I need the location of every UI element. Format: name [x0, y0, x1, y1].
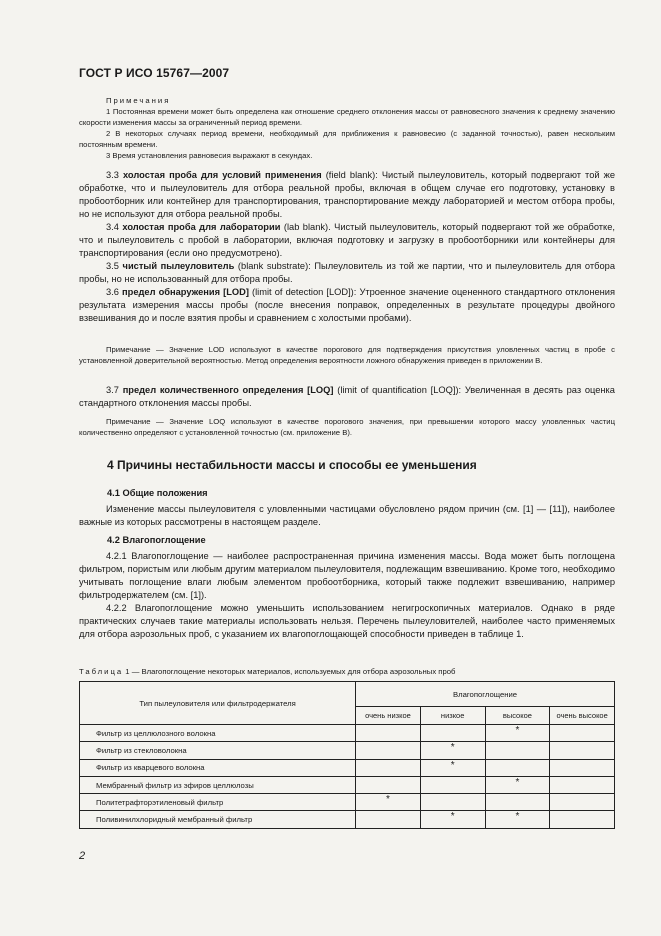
- table-row: Фильтр из кварцевого волокна *: [80, 759, 615, 776]
- table-row: Фильтр из целлюлозного волокна *: [80, 725, 615, 742]
- definitions-block: [79, 169, 615, 325]
- column-header-type: Тип пылеуловителя или фильтродержателя: [80, 682, 356, 725]
- definition-3-5: 3.5 чистый пылеуловитель (blank substrate): Пылеуловитель из той же партии, что и пылеуловитель для отбора пробы, но не использованный для отбора пробы.: [79, 261, 615, 284]
- section-4-heading: 4 Причины нестабильности массы и способы ее уменьшения: [107, 458, 477, 472]
- moisture-table: [79, 681, 615, 829]
- document-header: ГОСТ Р ИСО 15767—2007: [79, 66, 230, 80]
- notes-block: [79, 95, 615, 161]
- subheader-low: низкое: [420, 707, 485, 725]
- note-lod: Примечание — Значение LOD используют в качестве порогового для подтверждения присутствия уловленных частиц в пробе с установленной доверительной вероятностью. Метод определения вероятности ложного обнаружения приведен в приложении В.: [79, 345, 615, 365]
- table-caption: Таблица 1 — Влагопоглощение некоторых материалов, используемых для отбора аэрозольных проб: [79, 667, 456, 676]
- definition-3-7: 3.7 предел количественного определения [LOQ] (limit of quantification [LOQ]): Увеличенная в десять раз оценка стандартного отклонения массы пробы.: [79, 385, 615, 408]
- table-row: Фильтр из стекловолокна *: [80, 742, 615, 759]
- note-1: 1 Постоянная времени может быть определена как отношение среднего отклонения массы от равновесного значения к среднему значению скорости изменения массы за ограниченный период времени.: [79, 107, 615, 127]
- definition-3-3: 3.3 холостая проба для условий применения (field blank): Чистый пылеуловитель, который подвергают той же обработке, что и пылеуловитель для отбора реальной пробы, включая в общем случае его подготовку, установку в пробоотборник или контейнер для транспортирования, транспортирование между лабораторией и местом отбора пробы, но не используют для отбора реальной пробы.: [79, 170, 615, 219]
- para-4-2-1: 4.2.1 Влагопоглощение — наиболее распространенная причина изменения массы. Вода может быть поглощена фильтром, пористым или любым другим материалом пылеуловителя, подлежащим взвешиванию. Кроме того, необходимо учитывать поглощение влаги любым элементом пробоотборника, который также подлежит взвешиванию, например фильтродержателем (см. [1]).: [79, 551, 615, 600]
- notes-title: Примечания: [106, 96, 171, 105]
- section-4-1-heading: 4.1 Общие положения: [107, 488, 208, 498]
- subheader-very-low: очень низкое: [356, 707, 421, 725]
- subheader-very-high: очень высокое: [550, 707, 615, 725]
- table-row: Поливинилхлоридный мембранный фильтр * *: [80, 811, 615, 828]
- para-4-2-2: 4.2.2 Влагопоглощение можно уменьшить использованием негигроскопичных материалов. Однако в ряде практических случаев такие материалы использовать нельзя. Перечень пылеуловителей, наиболее часто применяемых для отбора аэрозольных проб, с указанием их влагопоглощающей способности приведен в таблице 1.: [79, 603, 615, 639]
- note-2: 2 В некоторых случаях период времени, необходимый для приближения к равновесию (с заданной точностью), равен нескольким постоянным времени.: [79, 129, 615, 149]
- definition-3-6: 3.6 предел обнаружения [LOD] (limit of detection [LOD]): Утроенное значение оцененного стандартного отклонения результата измерения массы пробы (после внесения поправок, определенных в результате процедуры двойного взвешивания до и после взятия пробы и сравнением с холостыми пробами).: [79, 287, 615, 323]
- note-3: 3 Время установления равновесия выражают в секундах.: [106, 151, 313, 160]
- section-4-1-text: Изменение массы пылеуловителя с уловленными частицами обусловлено рядом причин (см. [1] — [11]), наиболее важные из которых рассмотрены в настоящем разделе.: [79, 504, 615, 527]
- table-row: Мембранный фильтр из эфиров целлюлозы *: [80, 776, 615, 793]
- column-header-moisture: Влагопоглощение: [356, 682, 615, 707]
- section-4-2-text: [79, 550, 615, 641]
- page-number: 2: [79, 850, 86, 862]
- note-loq: Примечание — Значение LOQ используют в качестве порогового значения, при превышении которого массу уловленных частиц количественно определяют с установленной точностью (см. приложение В).: [79, 417, 615, 437]
- definition-3-4: 3.4 холостая проба для лаборатории (lab blank). Чистый пылеуловитель, который подвергают той же обработке, что и пылеуловитель с пробой в лаборатории, включая подготовку и загрузку в пробоотборники или контейнеры для транспортирования (если оно предусмотрено).: [79, 222, 615, 258]
- subheader-high: высокое: [485, 707, 550, 725]
- table-row: Политетрафторэтиленовый фильтр *: [80, 794, 615, 811]
- section-4-2-heading: 4.2 Влагопоглощение: [107, 535, 206, 545]
